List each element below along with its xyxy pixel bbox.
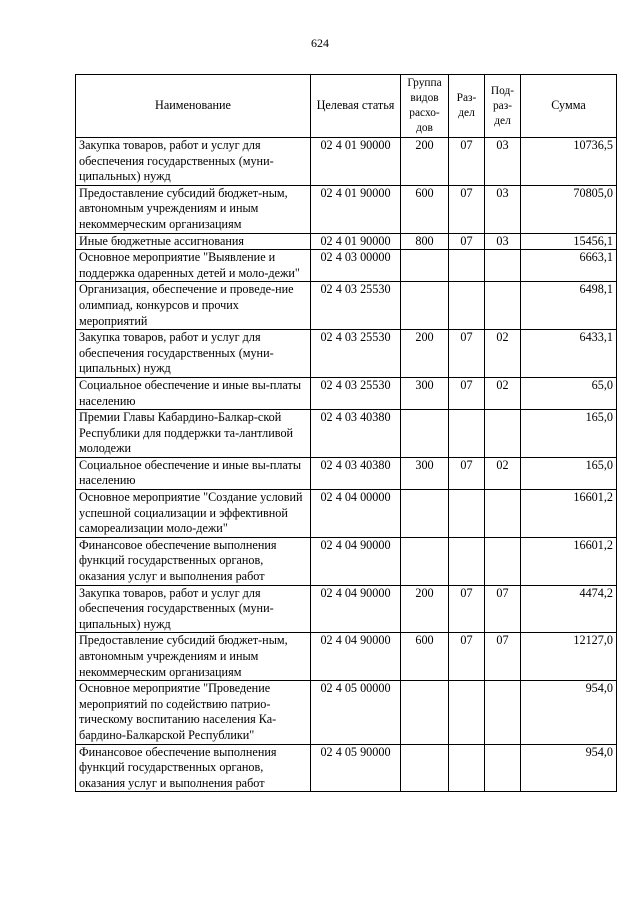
row-section <box>449 744 485 792</box>
row-target-code: 02 4 03 25530 <box>311 377 401 409</box>
table-row <box>76 681 617 744</box>
row-name: Финансовое обеспечение выполнения функций государственных органов, оказания услуг и выполнения работ <box>76 744 311 792</box>
row-group: 600 <box>401 633 449 681</box>
row-sum: 4474,2 <box>521 585 617 633</box>
row-name: Основное мероприятие "Выявление и поддержка одаренных детей и моло-дежи" <box>76 250 311 282</box>
row-target-code: 02 4 03 40380 <box>311 457 401 489</box>
row-group: 200 <box>401 585 449 633</box>
budget-table <box>75 74 617 792</box>
row-group <box>401 744 449 792</box>
row-name: Премии Главы Кабардино-Балкар-ской Республики для поддержки та-лантливой молодежи <box>76 410 311 458</box>
row-name: Социальное обеспечение и иные вы-платы населению <box>76 377 311 409</box>
row-section: 07 <box>449 585 485 633</box>
table-row <box>76 744 617 792</box>
row-sum: 954,0 <box>521 681 617 744</box>
row-sum: 165,0 <box>521 457 617 489</box>
row-sum: 10736,5 <box>521 138 617 186</box>
table-row <box>76 377 617 409</box>
table-row <box>76 457 617 489</box>
row-name: Закупка товаров, работ и услуг для обеспечения государственных (муни-ципальных) нужд <box>76 138 311 186</box>
row-sum: 65,0 <box>521 377 617 409</box>
row-target-code: 02 4 01 90000 <box>311 233 401 250</box>
row-target-code: 02 4 03 25530 <box>311 330 401 378</box>
row-group: 300 <box>401 457 449 489</box>
row-group: 800 <box>401 233 449 250</box>
row-sum: 954,0 <box>521 744 617 792</box>
row-sum: 6433,1 <box>521 330 617 378</box>
row-name: Основное мероприятие "Проведение мероприятий по содействию патрио-тическому воспитанию населения Ка-бардино-Балкарской Республики" <box>76 681 311 744</box>
table-row <box>76 585 617 633</box>
row-subsection: 02 <box>485 377 521 409</box>
row-subsection <box>485 282 521 330</box>
row-name: Закупка товаров, работ и услуг для обеспечения государственных (муни-ципальных) нужд <box>76 585 311 633</box>
row-subsection: 03 <box>485 233 521 250</box>
row-target-code: 02 4 04 90000 <box>311 633 401 681</box>
row-section <box>449 282 485 330</box>
row-section: 07 <box>449 185 485 233</box>
row-subsection: 03 <box>485 185 521 233</box>
table-row <box>76 330 617 378</box>
row-section: 07 <box>449 330 485 378</box>
row-target-code: 02 4 04 00000 <box>311 490 401 538</box>
row-group: 200 <box>401 330 449 378</box>
row-group <box>401 250 449 282</box>
row-group <box>401 410 449 458</box>
table-row <box>76 490 617 538</box>
row-target-code: 02 4 04 90000 <box>311 537 401 585</box>
row-target-code: 02 4 05 00000 <box>311 681 401 744</box>
row-sum: 6498,1 <box>521 282 617 330</box>
row-target-code: 02 4 01 90000 <box>311 185 401 233</box>
row-sum: 16601,2 <box>521 490 617 538</box>
row-section <box>449 490 485 538</box>
row-section: 07 <box>449 633 485 681</box>
row-sum: 165,0 <box>521 410 617 458</box>
row-group <box>401 282 449 330</box>
row-subsection: 02 <box>485 457 521 489</box>
row-sum: 16601,2 <box>521 537 617 585</box>
row-name: Предоставление субсидий бюджет-ным, автономным учреждениям и иным некоммерческим организациям <box>76 633 311 681</box>
row-section: 07 <box>449 138 485 186</box>
table-body <box>76 138 617 792</box>
table-row <box>76 282 617 330</box>
row-sum: 12127,0 <box>521 633 617 681</box>
table-row <box>76 410 617 458</box>
row-subsection <box>485 744 521 792</box>
table-row <box>76 233 617 250</box>
row-name: Социальное обеспечение и иные вы-платы населению <box>76 457 311 489</box>
row-subsection: 07 <box>485 633 521 681</box>
column-header-subsection: Под-раз-дел <box>485 75 521 138</box>
row-group <box>401 537 449 585</box>
row-name: Предоставление субсидий бюджет-ным, автономным учреждениям и иным некоммерческим организациям <box>76 185 311 233</box>
row-subsection <box>485 490 521 538</box>
page-number: 624 <box>311 36 329 50</box>
row-group: 200 <box>401 138 449 186</box>
row-name: Организация, обеспечение и проведе-ние олимпиад, конкурсов и прочих мероприятий <box>76 282 311 330</box>
row-target-code: 02 4 03 40380 <box>311 410 401 458</box>
table-row <box>76 633 617 681</box>
row-subsection: 07 <box>485 585 521 633</box>
table-header-row <box>76 75 617 138</box>
row-name: Иные бюджетные ассигнования <box>76 233 311 250</box>
row-target-code: 02 4 05 90000 <box>311 744 401 792</box>
row-target-code: 02 4 04 90000 <box>311 585 401 633</box>
row-section <box>449 537 485 585</box>
row-group <box>401 681 449 744</box>
row-section <box>449 250 485 282</box>
column-header-section: Раз-дел <box>449 75 485 138</box>
row-section: 07 <box>449 377 485 409</box>
row-subsection <box>485 250 521 282</box>
row-section: 07 <box>449 233 485 250</box>
row-section: 07 <box>449 457 485 489</box>
row-group: 600 <box>401 185 449 233</box>
row-group: 300 <box>401 377 449 409</box>
row-sum: 15456,1 <box>521 233 617 250</box>
row-name: Основное мероприятие "Создание условий успешной социализации и эффективной самореализации моло-дежи" <box>76 490 311 538</box>
row-subsection <box>485 537 521 585</box>
column-header-group: Группа видов расхо-дов <box>401 75 449 138</box>
row-sum: 6663,1 <box>521 250 617 282</box>
column-header-sum: Сумма <box>521 75 617 138</box>
row-group <box>401 490 449 538</box>
row-name: Финансовое обеспечение выполнения функций государственных органов, оказания услуг и выполнения работ <box>76 537 311 585</box>
row-sum: 70805,0 <box>521 185 617 233</box>
row-target-code: 02 4 03 25530 <box>311 282 401 330</box>
table-row <box>76 138 617 186</box>
table-row <box>76 185 617 233</box>
table-row <box>76 250 617 282</box>
row-subsection: 03 <box>485 138 521 186</box>
row-target-code: 02 4 01 90000 <box>311 138 401 186</box>
row-name: Закупка товаров, работ и услуг для обеспечения государственных (муни-ципальных) нужд <box>76 330 311 378</box>
row-subsection <box>485 410 521 458</box>
row-target-code: 02 4 03 00000 <box>311 250 401 282</box>
row-section <box>449 681 485 744</box>
column-header-name: Наименование <box>76 75 311 138</box>
row-section <box>449 410 485 458</box>
row-subsection: 02 <box>485 330 521 378</box>
table-row <box>76 537 617 585</box>
row-subsection <box>485 681 521 744</box>
column-header-target: Целевая статья <box>311 75 401 138</box>
